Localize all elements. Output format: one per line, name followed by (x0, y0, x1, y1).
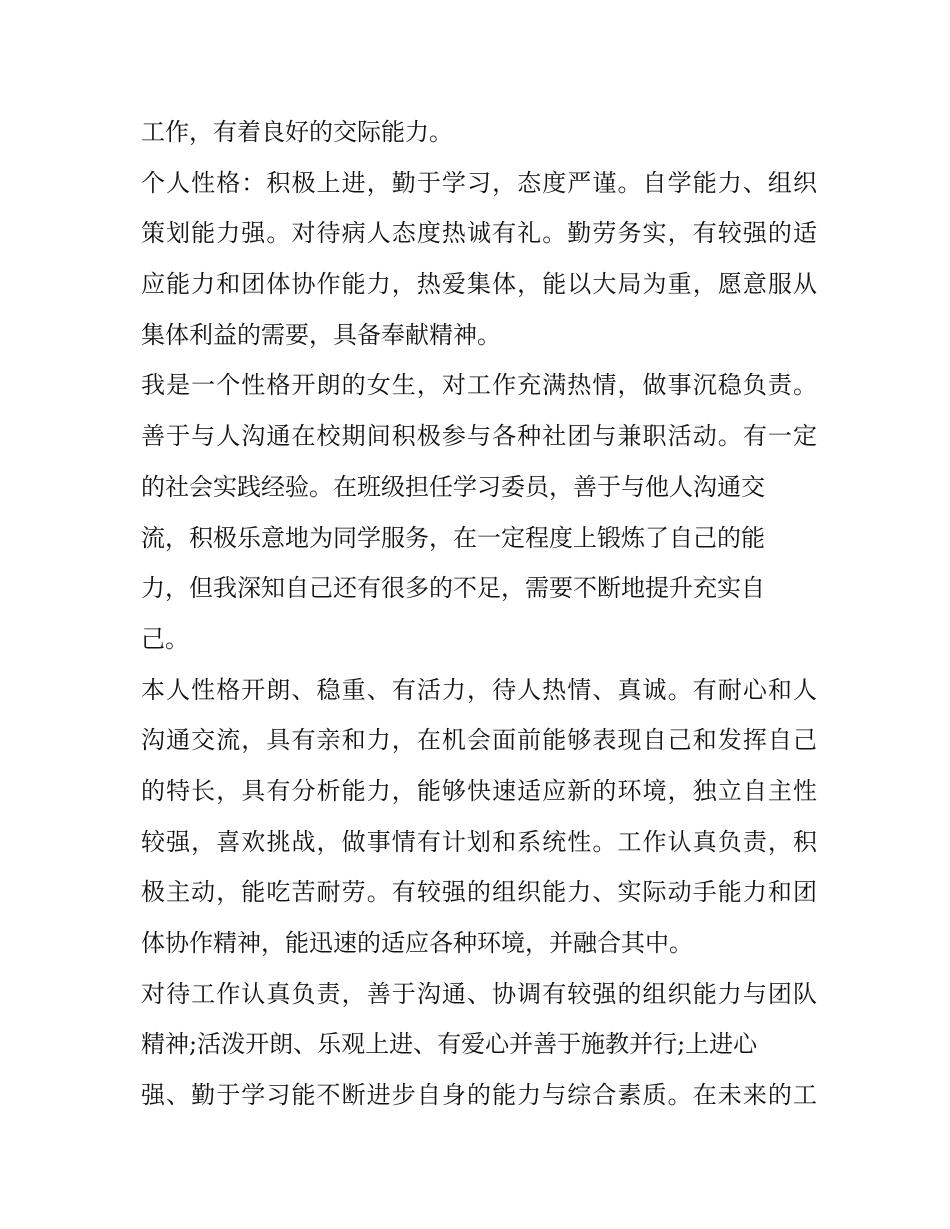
text-line: 的特长，具有分析能力，能够快速适应新的环境，独立自主性 (141, 776, 817, 805)
text-line: 善于与人沟通在校期间积极参与各种社团与兼职活动。有一定 (141, 422, 817, 451)
text-line: 精神;活泼开朗、乐观上进、有爱心并善于施教并行;上进心 (141, 1030, 758, 1059)
text-line: 应能力和团体协作能力，热爱集体，能以大局为重，愿意服从 (141, 270, 817, 299)
text-line: 本人性格开朗、稳重、有活力，待人热情、真诚。有耐心和人 (141, 675, 817, 704)
text-line: 体协作精神，能迅速的适应各种环境，并融合其中。 (141, 929, 693, 957)
text-line: 沟通交流，具有亲和力，在机会面前能够表现自己和发挥自己 (141, 726, 817, 755)
text-line: 对待工作认真负责，善于沟通、协调有较强的组织能力与团队 (141, 979, 817, 1008)
document-body (141, 107, 817, 1121)
text-line: 集体利益的需要，具备奉献精神。 (141, 320, 501, 349)
text-line: 策划能力强。对待病人态度热诚有礼。勤劳务实，有较强的适 (141, 219, 817, 248)
text-line: 工作，有着良好的交际能力。 (141, 118, 453, 146)
text-line: 强、勤于学习能不断进步自身的能力与综合素质。在未来的工 (141, 1081, 817, 1110)
text-line: 的社会实践经验。在班级担任学习委员，善于与他人沟通交 (141, 472, 765, 501)
text-line: 我是一个性格开朗的女生，对工作充满热情，做事沉稳负责。 (141, 371, 817, 400)
text-line: 极主动，能吃苦耐劳。有较强的组织能力、实际动手能力和团 (141, 878, 817, 907)
text-line: 流，积极乐意地为同学服务，在一定程度上锻炼了自己的能 (141, 523, 765, 552)
text-line: 个人性格：积极上进，勤于学习，态度严谨。自学能力、组织 (141, 168, 817, 197)
text-line: 己。 (141, 624, 189, 653)
text-line: 力，但我深知自己还有很多的不足，需要不断地提升充实自 (141, 574, 765, 603)
text-line: 较强，喜欢挑战，做事情有计划和系统性。工作认真负责，积 (141, 827, 817, 856)
